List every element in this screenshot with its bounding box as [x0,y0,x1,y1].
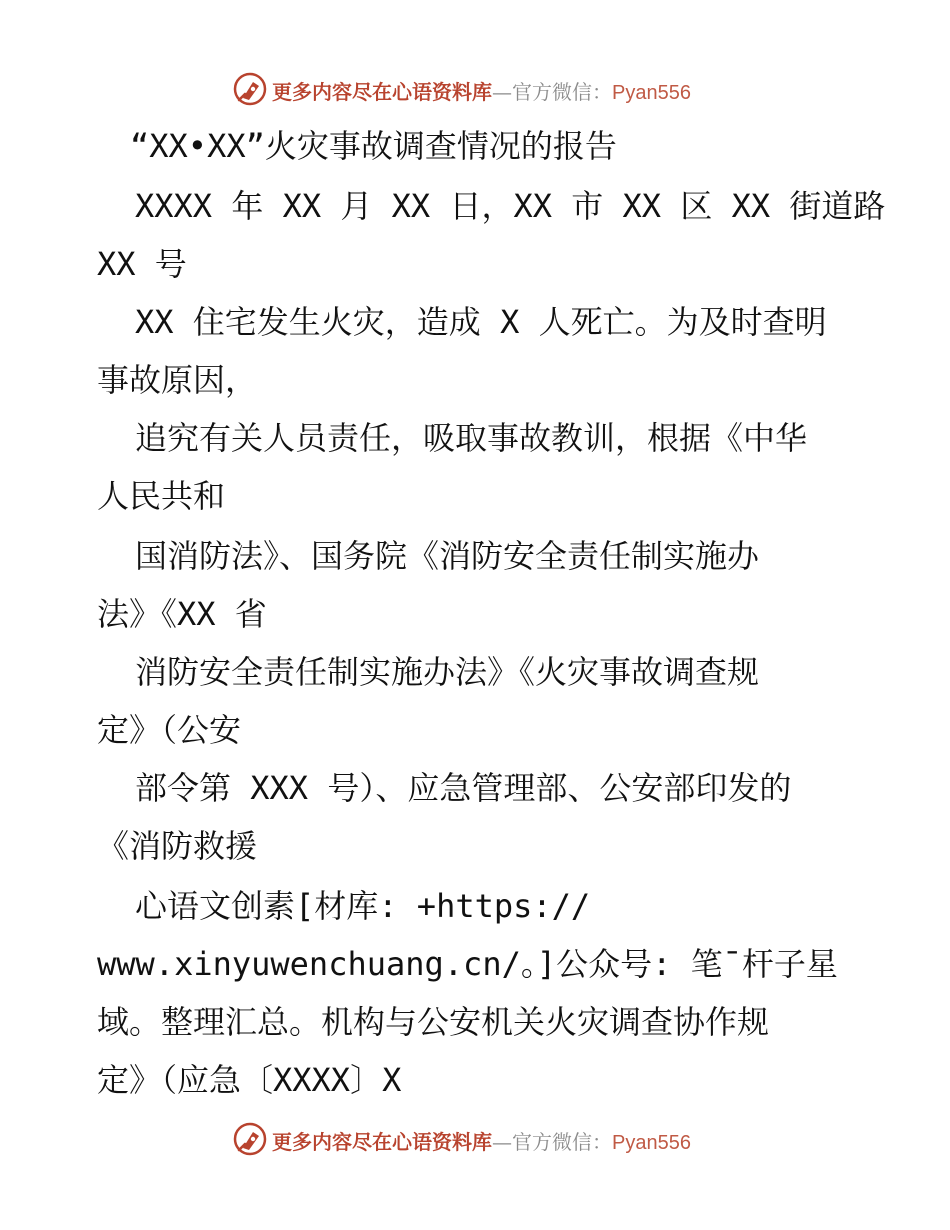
watermark-text [272,76,691,105]
body-line: 定》（应急〔XXXX〕X [97,1061,402,1099]
watermark-wechat-label: 官方微信： [512,80,612,104]
body-line: www.xinyuwenchuang.cn/。]公众号: 笔¯杆子星 [97,945,838,983]
document-title: “XX•XX”火灾事故调查情况的报告 [130,127,617,165]
body-line: 《消防救援 [97,827,258,865]
body-line: 国消防法》、国务院《消防安全责任制实施办 [135,537,760,575]
body-line: 法》《XX 省 [97,595,267,633]
watermark-dash: — [492,1130,512,1154]
body-line: 部令第 XXX 号）、应急管理部、公安部印发的 [135,769,792,807]
body-line: 定》（公安 [97,711,242,749]
body-line: 心语文创素[材库: +https:// [135,887,591,925]
body-line: 人民共和 [97,477,226,515]
watermark-text [272,1126,691,1155]
watermark-wechat-id: Pyan556 [612,82,691,104]
watermark-wechat-id: Pyan556 [612,1132,691,1154]
watermark-wechat-label: 官方微信： [512,1130,612,1154]
body-line: 消防安全责任制实施办法》《火灾事故调查规 [135,653,760,691]
body-line: 域。整理汇总。机构与公安机关火灾调查协作规 [97,1003,770,1041]
header-watermark-banner [0,70,950,110]
watermark-brand: 更多内容尽在心语资料库 [272,1130,492,1154]
body-line: 追究有关人员责任，吸取事故教训，根据《中华 [135,419,808,457]
body-line: XXXX 年 XX 月 XX 日，XX 市 XX 区 XX 街道路 [135,187,886,225]
pen-nib-logo-icon [233,1122,267,1156]
body-line: 事故原因， [97,361,258,399]
body-line: XX 住宅发生火灾，造成 X 人死亡。为及时查明 [135,303,827,341]
body-line: XX 号 [97,245,187,283]
watermark-dash: — [492,80,512,104]
pen-nib-logo-icon [233,72,267,106]
watermark-brand: 更多内容尽在心语资料库 [272,80,492,104]
footer-watermark-banner [0,1120,950,1160]
